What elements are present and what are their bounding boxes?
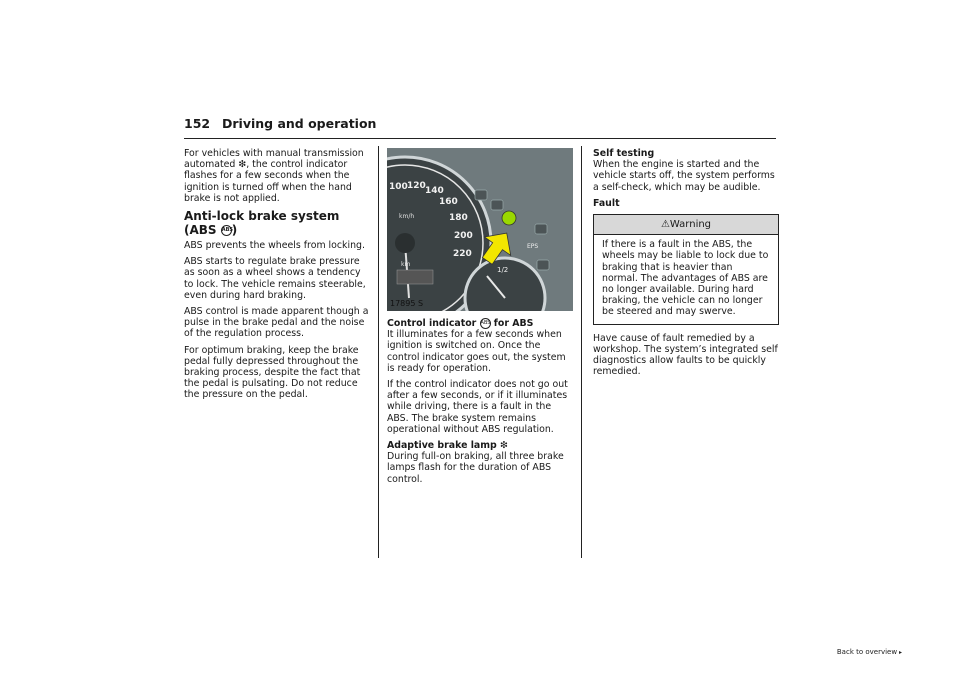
abs-paragraph-4: For optimum braking, keep the brake pedal fully depressed throughout the braking process, despite the fact that the pedal is pulsating. Do not reduce the pressure on the pedal. bbox=[184, 344, 361, 401]
control-indicator-block bbox=[387, 318, 575, 374]
abs-heading bbox=[184, 209, 372, 237]
figure-label: 17895 S bbox=[390, 299, 424, 308]
fault-heading: Fault bbox=[593, 197, 620, 209]
remedy-paragraph: Have cause of fault remedied by a workshop. The system’s integrated self diagnostics allow faults to be quickly remedied. bbox=[593, 332, 778, 378]
instrument-cluster-figure bbox=[387, 148, 573, 311]
control-indicator-label-end: for ABS bbox=[490, 318, 534, 329]
abs-heading-close: ) bbox=[231, 223, 238, 238]
page-number: 152 bbox=[184, 116, 211, 131]
speed-tick-200: 200 bbox=[454, 231, 473, 241]
abs-control-icon: ABS bbox=[480, 318, 491, 329]
column-middle bbox=[387, 318, 575, 490]
eps-label: EPS bbox=[527, 243, 539, 250]
adaptive-brake-text: During full-on braking, all three brake lamps flash for the duration of ABS control. bbox=[387, 451, 564, 485]
intro-paragraph: For vehicles with manual transmission automated ❇, the control indicator flashes for a few seconds when the ignition is turned off when the hand brake is not applied. bbox=[184, 148, 364, 204]
abs-paragraph-1: ABS prevents the wheels from locking. bbox=[184, 240, 365, 252]
column-divider-left bbox=[378, 146, 379, 558]
page-header bbox=[184, 116, 776, 139]
speed-tick-160: 160 bbox=[439, 197, 458, 207]
adaptive-brake-heading: Adaptive brake lamp ❇ bbox=[387, 440, 508, 452]
warning-box bbox=[593, 214, 779, 325]
odo-km: km bbox=[401, 261, 411, 268]
abs-paragraph-3: ABS control is made apparent though a pulse in the brake pedal and the noise of the regulation process. bbox=[184, 306, 369, 340]
self-testing-text: When the engine is started and the vehicle starts off, the system performs a self-check, which may be audible. bbox=[593, 159, 775, 193]
speed-tick-120: 120 bbox=[407, 181, 426, 191]
abs-indicator-icon: ABS bbox=[221, 225, 232, 236]
speed-tick-100: 100 bbox=[389, 182, 408, 192]
self-testing-heading: Self testing bbox=[593, 148, 655, 159]
control-indicator-text: It illuminates for a few seconds when ignition is switched on. Once the control indicator goes out, the system is ready for operation. bbox=[387, 329, 566, 374]
instrument-cluster-illustration bbox=[387, 148, 573, 311]
abs-paragraph-2: ABS starts to regulate brake pressure as soon as a wheel shows a tendency to lock. The vehicle remains steerable, even during hard braking. bbox=[184, 256, 366, 301]
warning-text: If there is a fault in the ABS, the wheels may be liable to lock due to braking that is heavier than normal. The advantages of ABS are no longer available. During hard braking, the vehicle can no longer be steered and may swerve. bbox=[602, 239, 769, 318]
abs-heading-text: Anti-lock brake system (ABS bbox=[184, 209, 340, 238]
column-right bbox=[593, 148, 779, 382]
column-left bbox=[184, 148, 372, 406]
unit-kmh: km/h bbox=[399, 213, 415, 220]
fault-paragraph: If the control indicator does not go out after a few seconds, or if it illuminates while driving, there is a fault in the ABS. The brake system remains operational without ABS regulation. bbox=[387, 379, 568, 435]
back-to-overview-link[interactable]: Back to overview ▸ bbox=[837, 648, 902, 656]
column-divider-right bbox=[581, 146, 582, 558]
speed-tick-180: 180 bbox=[449, 213, 468, 223]
speed-tick-220: 220 bbox=[453, 249, 472, 259]
warning-title: ⚠Warning bbox=[594, 215, 778, 235]
fuel-half: 1/2 bbox=[497, 266, 509, 274]
abs-indicator-light-icon bbox=[502, 211, 516, 225]
control-indicator-label: Control indicator bbox=[387, 318, 480, 329]
adaptive-brake-block bbox=[387, 440, 575, 485]
speed-tick-140: 140 bbox=[425, 186, 444, 196]
self-testing-block bbox=[593, 148, 779, 193]
section-title: Driving and operation bbox=[222, 116, 377, 131]
